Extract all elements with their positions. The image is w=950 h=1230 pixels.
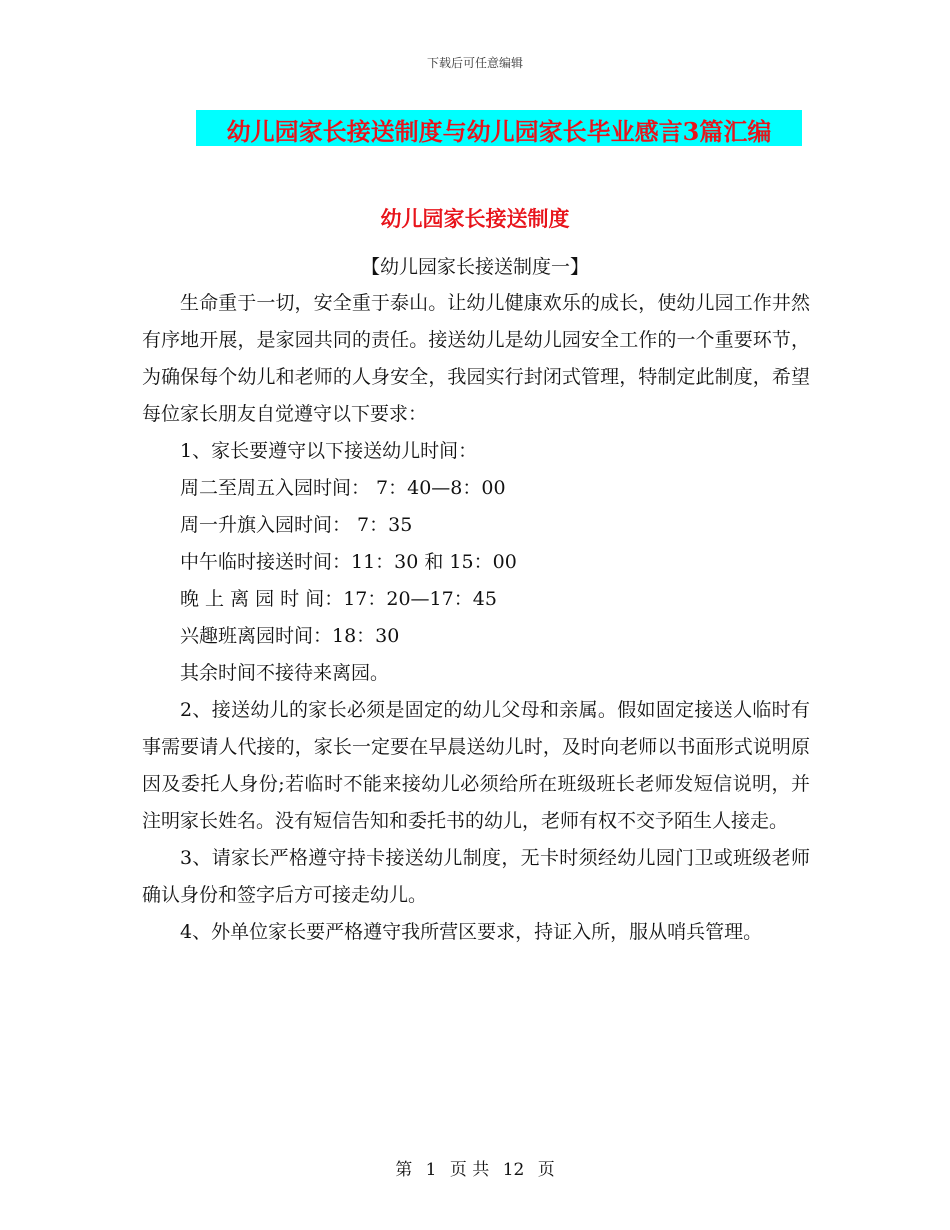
schedule-item: 其余时间不接待来离园。 [180,662,390,684]
footer-total-pages: 12 [502,1160,525,1180]
footer-page-number: 1 [425,1160,437,1180]
document-title: 幼儿园家长接送制度与幼儿园家长毕业感言3篇汇编 [226,117,772,146]
page-footer [0,1155,950,1180]
paragraph: 生命重于一切，安全重于泰山。让幼儿健康欢乐的成长，使幼儿园工作井然有序地开展，是家园共同的责任。接送幼儿是幼儿园安全工作的一个重要环节，为确保每个幼儿和老师的人身安全，我园实行封闭式管理，特制定此制度，希望每位家长朋友自觉遵守以下要求： [142,292,810,425]
footer-middle: 页 共 [449,1160,490,1180]
header-note: 下载后可任意编辑 [426,56,523,70]
document-body [142,285,810,951]
schedule-item: 兴趣班离园时间：18：30 [180,625,400,647]
rule-paragraph: 2、接送幼儿的家长必须是固定的幼儿父母和亲属。假如固定接送人临时有事需要请人代接的，家长一定要在早晨送幼儿时，及时向老师以书面形式说明原因及委托人身份;若临时不能来接幼儿必须给所在班级班长老师发短信说明，并注明家长姓名。没有短信告知和委托书的幼儿，老师有权不交予陌生人接走。 [142,699,810,832]
schedule-item: 晚 上 离 园 时 间：17：20—17：45 [180,588,497,610]
footer-prefix: 第 [395,1160,413,1180]
schedule-item: 中午临时接送时间：11：30 和 15：00 [180,551,517,573]
section-title: 幼儿园家长接送制度 [380,206,570,231]
rule-paragraph: 3、请家长严格遵守持卡接送幼儿制度，无卡时须经幼儿园门卫或班级老师确认身份和签字后方可接走幼儿。 [142,847,810,906]
schedule-item: 周二至周五入园时间： 7：40—8：00 [180,477,506,499]
rule-paragraph: 4、外单位家长要严格遵守我所营区要求，持证入所，服从哨兵管理。 [180,921,763,943]
schedule-item: 周一升旗入园时间： 7：35 [180,514,413,536]
footer-suffix: 页 [537,1160,555,1180]
schedule-intro: 1、家长要遵守以下接送幼儿时间： [180,440,478,462]
sub-heading: 【幼儿园家长接送制度一】 [360,256,589,278]
